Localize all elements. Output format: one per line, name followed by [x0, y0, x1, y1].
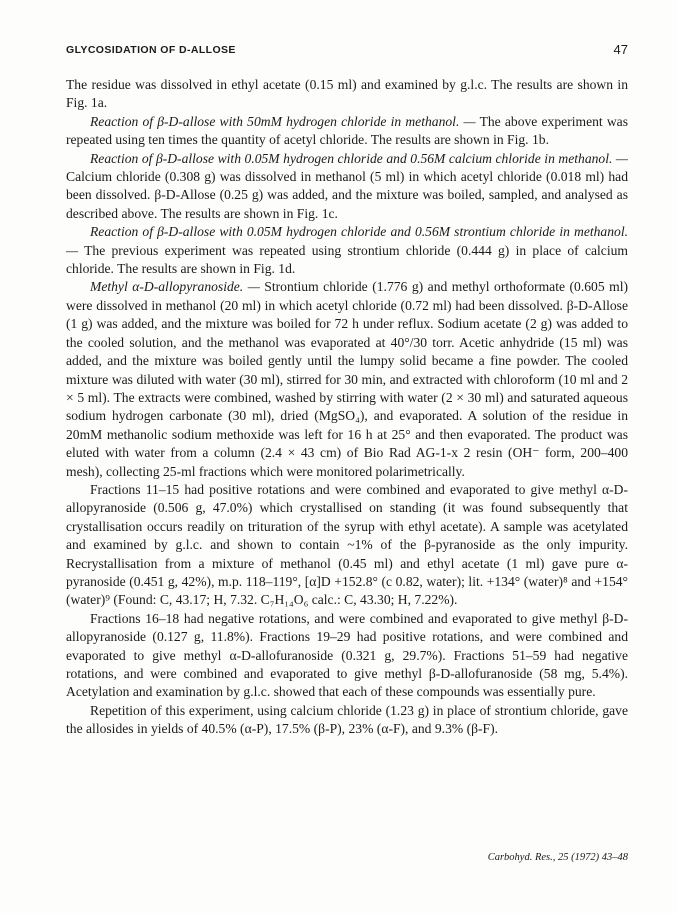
paragraph-fractions-16-18: [66, 610, 628, 702]
paragraph-heading: Methyl α-D-allopyranoside. —: [90, 279, 260, 295]
paragraph-text: The above experiment was repeated using ten times the quantity of acetyl chloride. The results are shown in Fig. 1b.: [66, 113, 628, 148]
journal-citation: Carbohyd. Res., 25 (1972) 43–48: [487, 852, 628, 863]
paragraph-text: The previous experiment was repeated using strontium chloride (0.444 g) in place of calcium chloride. The results are shown in Fig. 1d.: [66, 242, 628, 277]
paragraph-text: Repetition of this experiment, using calcium chloride (1.23 g) in place of strontium chloride, gave the allosides in yields of 40.5% (α-P), 17.5% (β-P), 23% (α-F), and 9.3% (β-F).: [66, 702, 628, 737]
body-text: [66, 76, 628, 739]
paragraph-text: The residue was dissolved in ethyl acetate (0.15 ml) and examined by g.l.c. The results are shown in Fig. 1a.: [66, 77, 628, 111]
paragraph-50mm-hcl: [66, 113, 628, 150]
paragraph-text: Fractions 16–18 had negative rotations, and were combined and evaporated to give methyl β-D-allopyranoside (0.127 g, 11.8%). Fractions 19–29 had positive rotations, and were combined and evaporated to give methyl α-D-allofuranoside (0.321 g, 29.7%). Fractions 51–59 had negative rotations, and were combined and evaporated to give methyl β-D-allofuranoside (58 mg, 5.4%). Acetylation and examination by g.l.c. showed that each of these compounds was essentially pure.: [66, 610, 628, 700]
running-title: GLYCOSIDATION OF D-ALLOSE: [66, 44, 236, 56]
paragraph-heading: Reaction of β-D-allose with 50mM hydrogen chloride in methanol. —: [90, 113, 476, 129]
running-head: [66, 44, 628, 60]
paragraph-residue: [66, 76, 628, 113]
paragraph-strontium-chloride: [66, 223, 628, 278]
paragraph-repetition: [66, 702, 628, 739]
paragraph-text: Fractions 11–15 had positive rotations and were combined and evaporated to give methyl α-D-allopyranoside (0.506 g, 47.0%) which crystallised on standing (it was found subsequently that crystallisation occurs readily on trituration of the syrup with ethyl acetate). A sample was acetylated and examined by g.l.c. and shown to contain ~1% of the β-pyranoside as the only impurity. Recrystallisation from a mixture of methanol (0.45 ml) and ethyl acetate (1 ml) gave pure α-pyranoside (0.451 g, 42%), m.p. 118–119°, [α]D +152.8° (c 0.82, water); lit. +134° (water)⁸ and +154° (water)⁹ (Found: C, 43.17; H, 7.32. C₇H₁₄O₆ calc.: C, 43.30; H, 7.22%).: [66, 481, 628, 608]
paragraph-heading: Reaction of β-D-allose with 0.05M hydrogen chloride and 0.56M calcium chloride in methanol. —: [90, 150, 628, 166]
paragraph-text: Strontium chloride (1.776 g) and methyl orthoformate (0.605 ml) were dissolved in methanol (20 ml) in which acetyl chloride (0.72 ml) had been dissolved. β-D-Allose (1 g) was added, and the mixture was boiled for 72 h under reflux. Sodium acetate (2 g) was added to the cooled solution, and the methanol was evaporated at 40°/30 torr. Acetic anhydride (15 ml) was added, and the mixture was boiled gently until the lumpy solid became a fine powder. The cooled mixture was diluted with water (30 ml), stirred for 30 min, and extracted with chloroform (10 ml and 2 × 5 ml). The extracts were combined, washed by stirring with water (2 × 30 ml) and saturated aqueous sodium hydrogen carbonate (30 ml), dried (MgSO₄), and evaporated. A solution of the residue in 20mM methanolic sodium methoxide was left for 16 h at 25° and then evaporated. The product was eluted with water from a column (2.4 × 43 cm) of Bio Rad AG-1-x 2 resin (OH⁻ form, 200–400 mesh), collecting 25-ml fractions which were monitored polarimetrically.: [66, 279, 628, 479]
paragraph-calcium-chloride: [66, 150, 628, 224]
paragraph-heading: Reaction of β-D-allose with 0.05M hydrogen chloride and 0.56M strontium chloride in methanol. —: [66, 224, 628, 258]
paragraph-text: Calcium chloride (0.308 g) was dissolved in methanol (5 ml) in which acetyl chloride (0.018 ml) had been dissolved. β-D-Allose (0.25 g) was added, and the mixture was boiled, sampled, and analysed as described above. The results are shown in Fig. 1c.: [66, 169, 628, 221]
paragraph-fractions-11-15: [66, 481, 628, 610]
page-number: 47: [613, 42, 628, 57]
paragraph-allopyranoside-prep: [66, 278, 628, 480]
